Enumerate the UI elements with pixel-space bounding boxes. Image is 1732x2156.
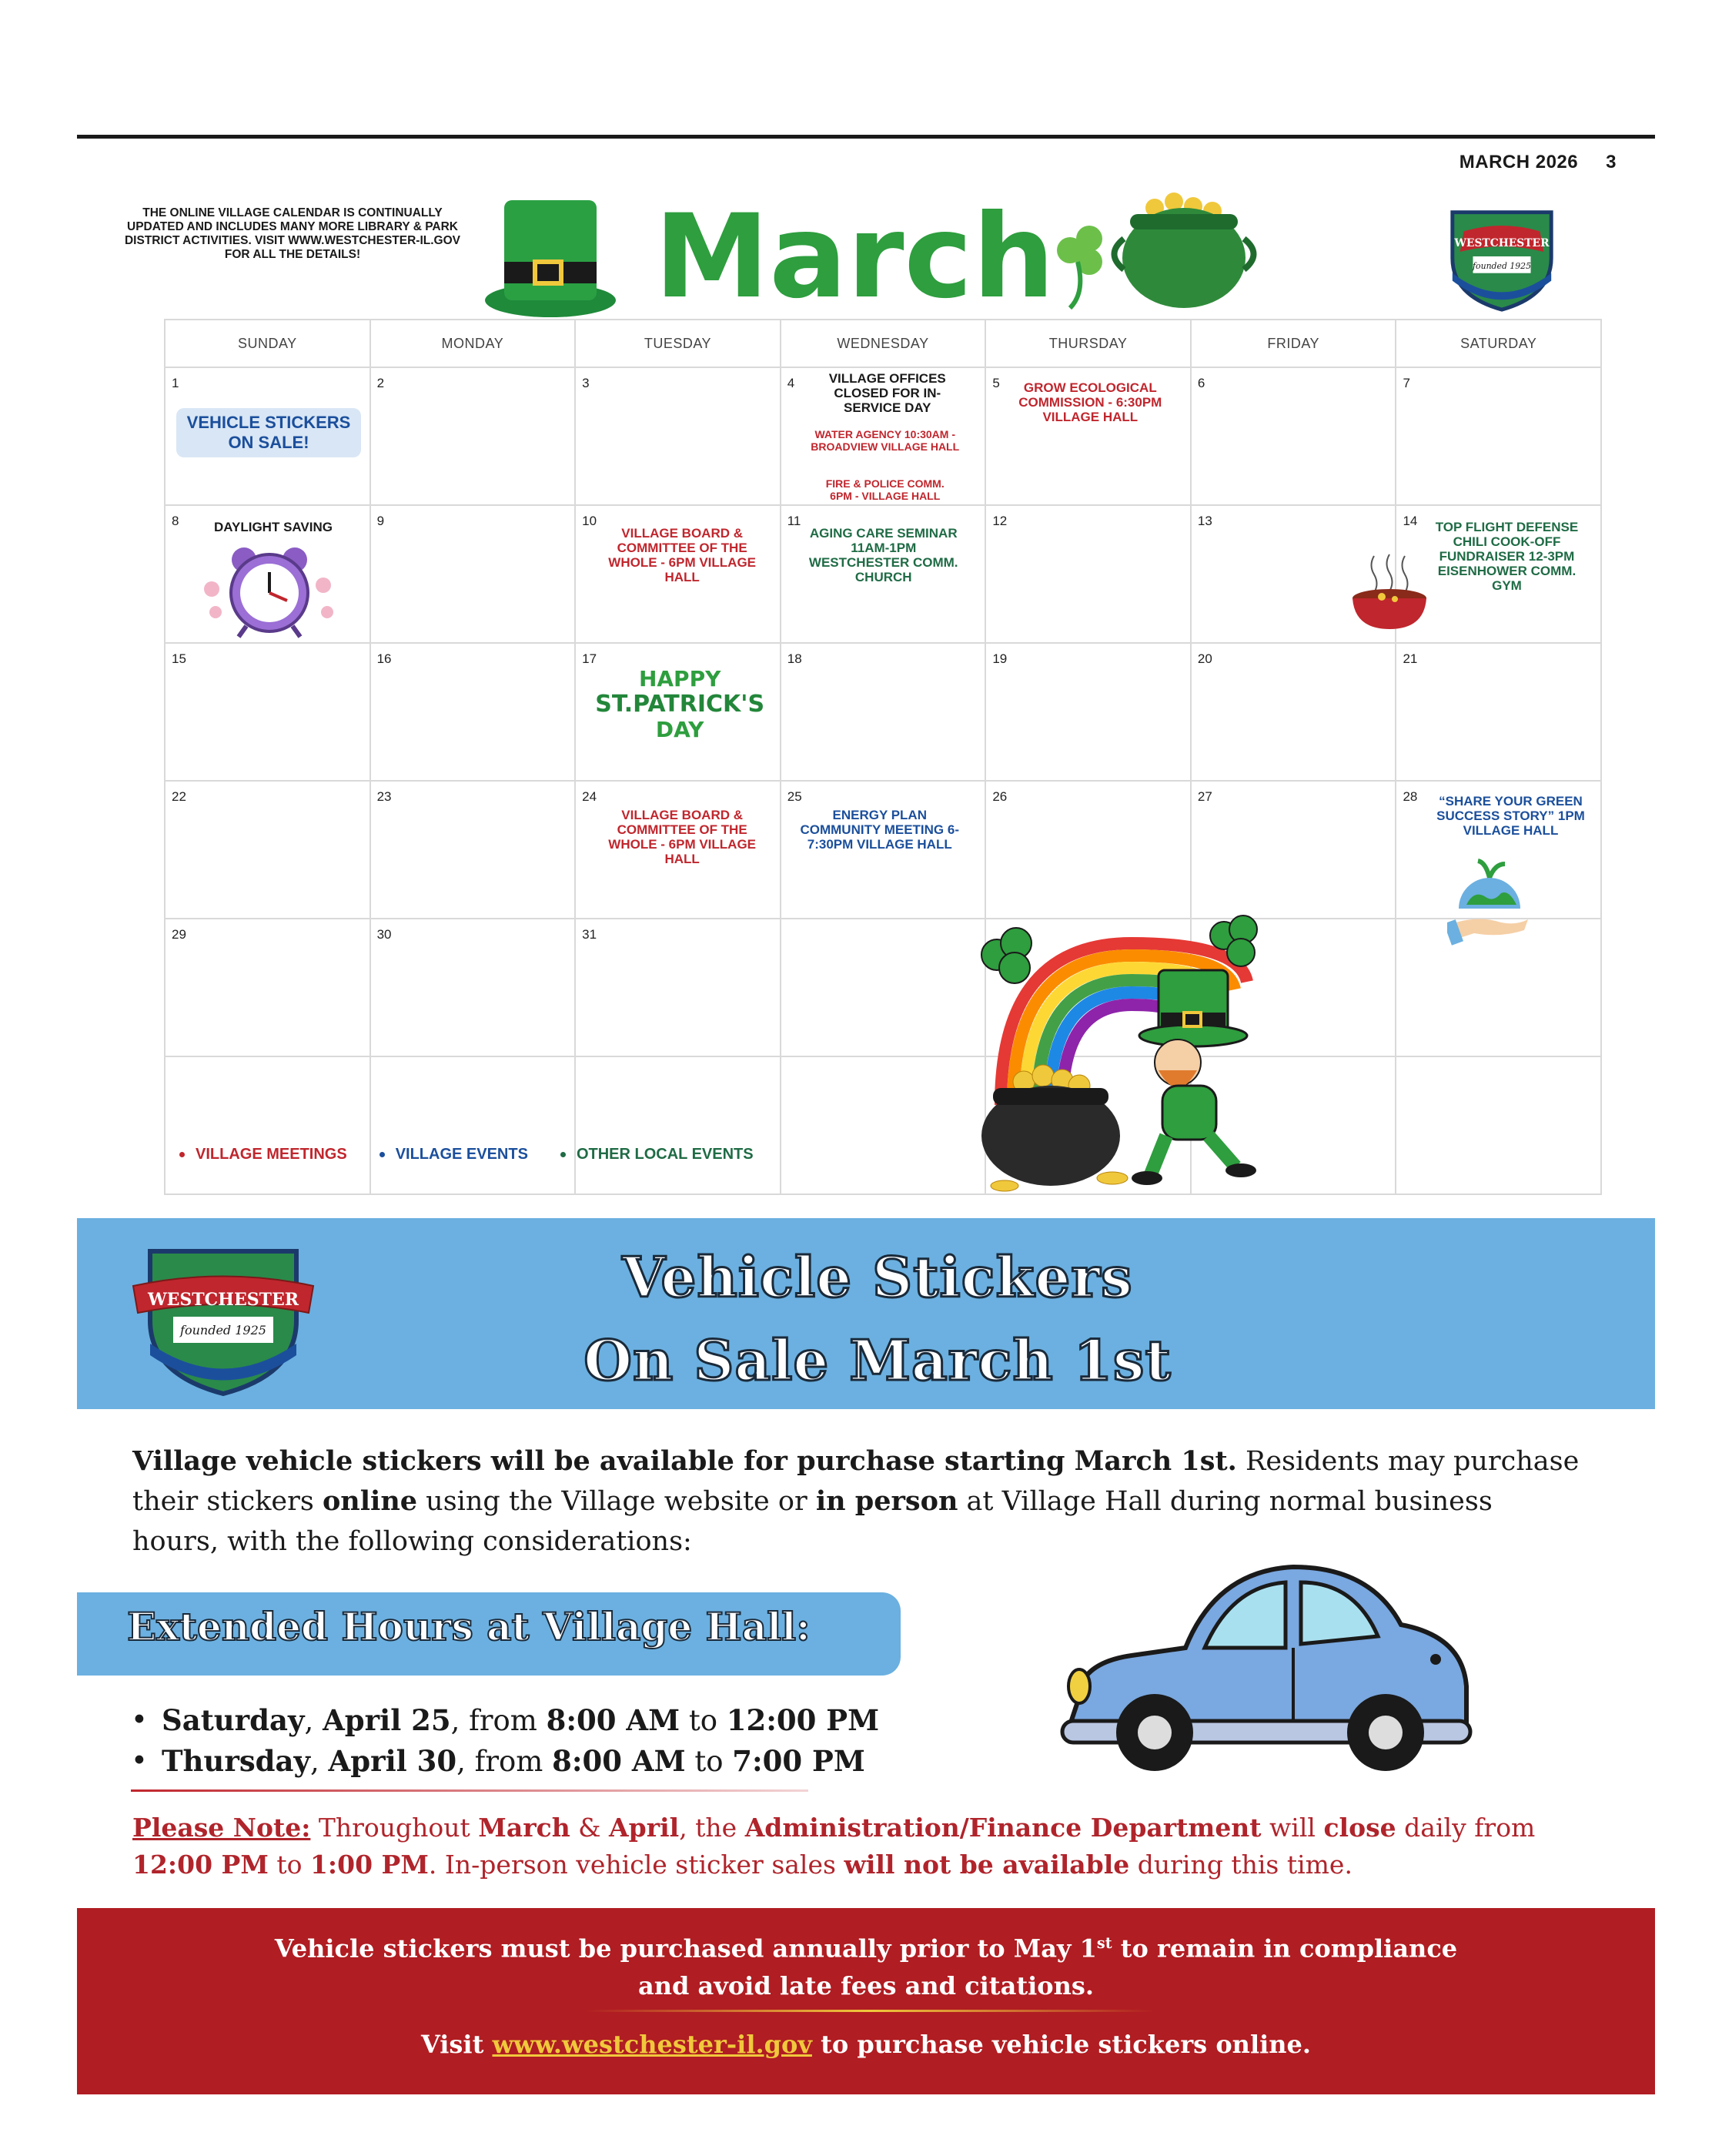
march-calendar (164, 319, 1602, 1195)
intro-bold: online (322, 1485, 418, 1517)
day-cell (781, 919, 987, 1057)
hours-day: Thursday (162, 1744, 311, 1778)
event-energy-plan: ENERGY PLAN COMMUNITY MEETING 6-7:30PM VILLAGE HALL (800, 808, 959, 852)
weekday-saturday: SATURDAY (1396, 320, 1602, 368)
event-daylight-saving: DAYLIGHT SAVING (214, 520, 333, 534)
day-cell (371, 368, 577, 506)
day-cell (371, 919, 577, 1057)
day-cell (166, 644, 371, 782)
day-number: 10 (582, 514, 597, 528)
calendar-week (166, 919, 1602, 1057)
chili-bowl-icon (1347, 548, 1432, 633)
day-number: 6 (1197, 376, 1205, 390)
leprechaun-hat-icon (485, 200, 616, 317)
day-number: 14 (1403, 514, 1418, 528)
gold-divider (585, 2010, 1155, 2012)
hours-item: • Thursday, April 30, from 8:00 AM to 7:00 PM (131, 1741, 879, 1782)
globe-in-hand-icon (1447, 855, 1532, 947)
event-fire-police: FIRE & POLICE COMM. 6PM - VILLAGE HALL (825, 477, 945, 502)
day-number: 17 (582, 651, 597, 666)
note-text: & (570, 1813, 610, 1843)
day-number: 27 (1197, 789, 1212, 804)
day-number: 16 (376, 651, 392, 666)
day-cell (576, 919, 781, 1057)
intro-text: Residents may purchase their stickers (132, 1446, 1580, 1517)
note-bold: March (478, 1813, 570, 1843)
svg-text:founded 1925: founded 1925 (180, 1323, 266, 1337)
legend-item-meetings (179, 1146, 347, 1163)
day-number: 18 (787, 651, 802, 666)
calendar-legend (179, 1146, 754, 1163)
alarm-clock-icon (196, 543, 343, 639)
issue-date: MARCH 2026 (1459, 152, 1579, 172)
vehicle-sticker-title (493, 1236, 1262, 1402)
compliance-line: Vehicle stickers must be purchased annually prior to May 1 (274, 1933, 1097, 1964)
day-cell (371, 506, 577, 644)
vehicle-stickers-event: VEHICLE STICKERS ON SALE! (176, 408, 361, 457)
page-number: 3 (1606, 152, 1617, 172)
st-patricks-title: ST.PATRICK'S (595, 691, 765, 718)
day-number: 30 (376, 927, 392, 942)
event-water-agency: WATER AGENCY 10:30AM - BROADVIEW VILLAGE HALL (811, 428, 960, 453)
day-cell (576, 506, 781, 644)
day-cell (781, 1057, 987, 1195)
note-text: to (268, 1850, 310, 1880)
march-title: March (654, 190, 1055, 323)
event-village-board: VILLAGE BOARD & COMMITTEE OF THE WHOLE - 6PM VILLAGE HALL (608, 526, 757, 584)
visit-text: to purchase vehicle stickers online. (811, 2030, 1312, 2059)
legend-dot (179, 1152, 185, 1157)
day-number: 11 (787, 514, 801, 528)
legend-label: VILLAGE EVENTS (395, 1146, 528, 1163)
day-number: 8 (172, 514, 179, 528)
note-text: during this time. (1129, 1850, 1352, 1880)
extended-hours-list (131, 1700, 879, 1782)
event-chili-cookoff: TOP FLIGHT DEFENSE CHILI COOK-OFF FUNDRAISER 12-3PM EISENHOWER COMM. GYM (1435, 520, 1579, 593)
day-cell (781, 506, 987, 644)
hours-text: , from (456, 1745, 553, 1778)
note-text: . In-person vehicle sticker sales (428, 1850, 844, 1880)
day-cell (371, 782, 577, 919)
svg-text:WESTCHESTER: WESTCHESTER (147, 1290, 299, 1310)
calendar-week (166, 644, 1602, 782)
legend-item-local (560, 1146, 754, 1163)
day-number: 26 (992, 789, 1008, 804)
day-cell (781, 644, 987, 782)
day-cell (1192, 368, 1397, 506)
hours-day: Saturday (162, 1703, 305, 1737)
weekday-wednesday: WEDNESDAY (781, 320, 987, 368)
day-number: 31 (582, 927, 597, 942)
day-number: 20 (1197, 651, 1212, 666)
legend-item-events (380, 1146, 528, 1163)
hours-start: 8:00 AM (546, 1703, 680, 1737)
note-bold: will not be available (844, 1850, 1130, 1880)
svg-text:WESTCHESTER: WESTCHESTER (1454, 237, 1550, 250)
note-bold: Administration/Finance Department (744, 1813, 1262, 1843)
westchester-crest-logo (1441, 196, 1563, 312)
day-number: 3 (582, 376, 590, 390)
day-cell (1192, 782, 1397, 919)
note-bold: close (1323, 1813, 1396, 1843)
intro-text: using the Village website or (417, 1486, 816, 1517)
day-cell (166, 919, 371, 1057)
st-patricks-happy: HAPPY (638, 666, 721, 691)
day-cell (1396, 1057, 1602, 1195)
vehicle-title-line1: Vehicle Stickers (622, 1244, 1133, 1310)
day-cell (1396, 368, 1602, 506)
day-cell (781, 368, 987, 506)
day-number: 23 (376, 789, 392, 804)
day-number: 21 (1403, 651, 1418, 666)
day-number: 7 (1403, 376, 1410, 390)
note-text: will (1261, 1813, 1324, 1843)
day-cell (371, 644, 577, 782)
day-cell (1192, 644, 1397, 782)
day-number: 29 (172, 927, 186, 942)
visit-text: Visit (420, 2030, 493, 2059)
day-cell (576, 644, 781, 782)
note-bold: 12:00 PM (132, 1850, 269, 1880)
visit-website-text (77, 2030, 1655, 2059)
day-number: 9 (376, 514, 385, 528)
day-cell (576, 368, 781, 506)
st-patricks-day-graphic (591, 667, 768, 742)
day-number: 28 (1403, 789, 1418, 804)
day-cell (371, 1057, 577, 1195)
shamrock-icon (1057, 226, 1102, 308)
day-cell (166, 782, 371, 919)
calendar-week (166, 782, 1602, 919)
issue-header (1459, 152, 1617, 173)
day-number: 22 (172, 789, 186, 804)
note-label: Please Note: (132, 1813, 311, 1843)
day-number: 13 (1197, 514, 1212, 528)
event-green-success: “SHARE YOUR GREEN SUCCESS STORY” 1PM VILLAGE HALL (1436, 794, 1585, 838)
day-number: 15 (172, 651, 186, 666)
pot-of-gold-icon (1115, 192, 1254, 308)
day-cell (166, 506, 371, 644)
hours-underline (131, 1789, 808, 1792)
event-village-board: VILLAGE BOARD & COMMITTEE OF THE WHOLE - 6PM VILLAGE HALL (608, 808, 757, 866)
svg-text:founded 1925: founded 1925 (1473, 260, 1531, 271)
day-number: 5 (992, 376, 1000, 390)
day-number: 4 (787, 376, 795, 390)
top-rule (77, 135, 1655, 139)
compliance-line: to remain in compliance (1112, 1933, 1458, 1964)
legend-label: VILLAGE MEETINGS (196, 1146, 347, 1163)
day-number: 19 (992, 651, 1008, 666)
weekday-header-row (166, 320, 1602, 368)
compliance-line: and avoid late fees and citations. (637, 1970, 1095, 2000)
calendar-week (166, 368, 1602, 506)
vehicle-intro-paragraph (132, 1441, 1580, 1562)
compliance-text (77, 1925, 1655, 2004)
note-text: , the (679, 1813, 745, 1843)
intro-bold: in person (815, 1485, 958, 1517)
website-link[interactable]: www.westchester-il.gov (492, 2030, 812, 2059)
weekday-thursday: THURSDAY (986, 320, 1192, 368)
day-cell (986, 368, 1192, 506)
hours-date: April 30 (328, 1744, 457, 1778)
hours-start: 8:00 AM (552, 1744, 686, 1778)
day-cell (986, 506, 1192, 644)
day-number: 1 (172, 376, 179, 390)
blue-car-icon (1047, 1548, 1478, 1786)
event-grow-ecological: GROW ECOLOGICAL COMMISSION - 6:30PM VILLAGE HALL (1018, 380, 1162, 424)
westchester-crest-logo (127, 1228, 319, 1398)
hours-item: • Saturday, April 25, from 8:00 AM to 12:00 PM (131, 1700, 879, 1741)
legend-label: OTHER LOCAL EVENTS (576, 1146, 754, 1163)
please-note-paragraph (132, 1810, 1595, 1883)
legend-dot (560, 1152, 566, 1157)
day-cell (576, 1057, 781, 1195)
weekday-tuesday: TUESDAY (576, 320, 781, 368)
note-bold: 1:00 PM (309, 1850, 429, 1880)
march-banner (477, 185, 1286, 323)
weekday-sunday: SUNDAY (166, 320, 371, 368)
hours-text: to (685, 1745, 733, 1778)
day-cell (166, 1057, 371, 1195)
day-number: 12 (992, 514, 1008, 528)
event-aging-care: AGING CARE SEMINAR 11AM-1PM WESTCHESTER COMM. CHURCH (808, 526, 958, 584)
note-text: Throughout (310, 1813, 479, 1843)
legend-dot (380, 1152, 385, 1157)
day-cell (1396, 644, 1602, 782)
compliance-sup: st (1096, 1934, 1112, 1952)
intro-text: at Village Hall during normal business hours, with the following considerations: (132, 1486, 1493, 1557)
st-patricks-day: DAY (655, 717, 704, 742)
hours-text: to (680, 1704, 727, 1737)
day-number: 25 (787, 789, 802, 804)
hours-text: , from (450, 1704, 547, 1737)
day-number: 24 (582, 789, 597, 804)
calendar-notice: THE ONLINE VILLAGE CALENDAR IS CONTINUALLY UPDATED AND INCLUDES MANY MORE LIBRARY & PARK DISTRICT ACTIVITIES. VISIT WWW.WESTCHESTER-IL.GOV FOR ALL THE DETAILS! (124, 206, 460, 261)
hours-end: 7:00 PM (732, 1744, 865, 1778)
rainbow-leprechaun-illustration (978, 912, 1286, 1197)
note-bold: April (609, 1813, 680, 1843)
weekday-friday: FRIDAY (1192, 320, 1397, 368)
day-cell (781, 782, 987, 919)
weekday-monday: MONDAY (371, 320, 577, 368)
extended-hours-title: Extended Hours at Village Hall: (127, 1604, 811, 1649)
intro-bold: Village vehicle stickers will be available for purchase starting March 1st. (132, 1445, 1237, 1477)
vehicle-title-line2: On Sale March 1st (583, 1327, 1172, 1393)
hours-date: April 25 (323, 1703, 451, 1737)
day-number: 2 (376, 376, 385, 390)
day-cell (576, 782, 781, 919)
event-offices-closed: VILLAGE OFFICES CLOSED FOR IN-SERVICE DAY (828, 371, 946, 415)
note-text: daily from (1396, 1813, 1536, 1843)
hours-end: 12:00 PM (726, 1703, 880, 1737)
day-cell (986, 782, 1192, 919)
footer-banner (77, 1908, 1655, 2094)
day-cell (166, 368, 371, 506)
day-cell (986, 644, 1192, 782)
calendar-week (166, 1057, 1602, 1195)
